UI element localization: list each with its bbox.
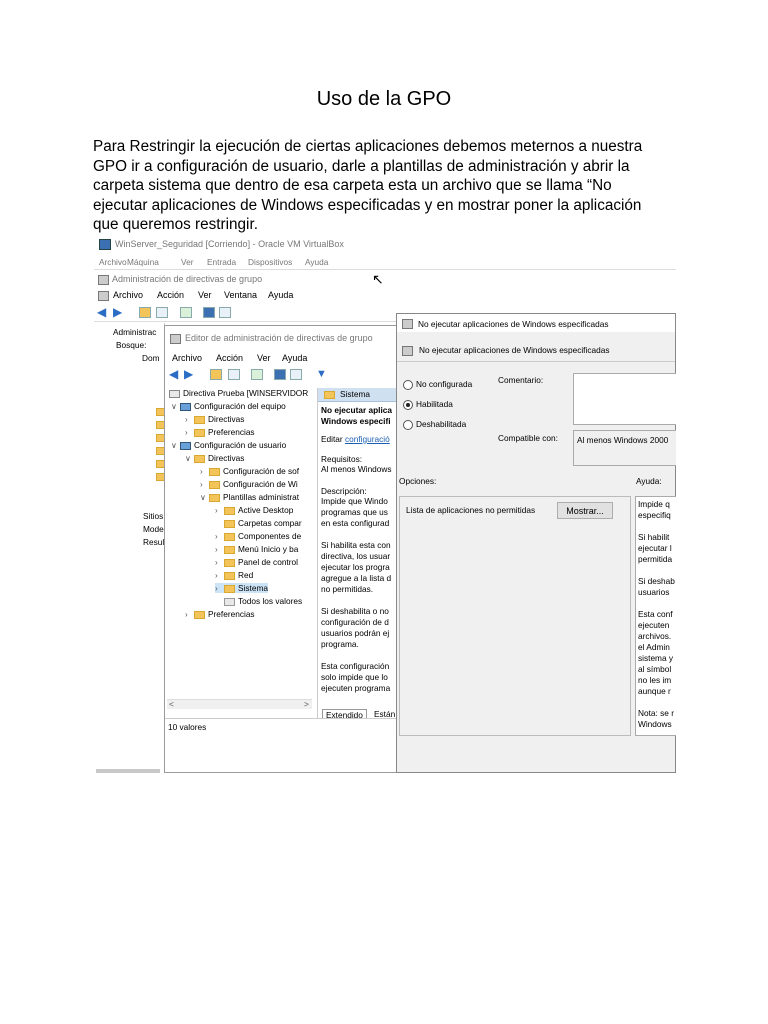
status-text: 10 valores bbox=[168, 722, 207, 732]
dialog-heading: No ejecutar aplicaciones de Windows especificadas bbox=[419, 345, 610, 355]
computer-icon bbox=[180, 403, 191, 411]
vbox-menu-archivo[interactable]: Archivo bbox=[99, 257, 127, 267]
policy-icon bbox=[169, 390, 180, 398]
folder-icon bbox=[194, 455, 205, 463]
tree-item-red[interactable]: › Red bbox=[215, 570, 254, 580]
lista-label: Lista de aplicaciones no permitidas bbox=[406, 505, 536, 515]
desc-title-line: Windows especifi bbox=[321, 416, 391, 426]
folder-icon bbox=[224, 559, 235, 567]
chevron-right-icon: › bbox=[215, 532, 218, 541]
gpmc-titlebar bbox=[94, 269, 676, 288]
back-arrow-icon[interactable]: ◀ bbox=[97, 305, 107, 319]
comentario-label: Comentario: bbox=[498, 375, 544, 385]
compatible-field bbox=[573, 430, 676, 466]
virtualbox-title: WinServer_Seguridad [Corriendo] - Oracle VM VirtualBox bbox=[115, 239, 344, 249]
tree-item-config-software[interactable]: › Configuración de sof bbox=[200, 466, 300, 476]
chevron-right-icon: › bbox=[215, 545, 218, 554]
virtualbox-titlebar bbox=[94, 235, 676, 253]
dialog-separator bbox=[397, 361, 675, 362]
embedded-screenshot bbox=[94, 235, 676, 773]
folder-icon bbox=[224, 572, 235, 580]
gpmc-title: Administración de directivas de grupo bbox=[112, 274, 263, 284]
view-icon[interactable] bbox=[156, 307, 168, 318]
dialog-title: No ejecutar aplicaciones de Windows especificadas bbox=[418, 319, 609, 329]
help-icon[interactable] bbox=[274, 369, 286, 380]
editor-icon bbox=[170, 334, 181, 344]
folder-icon bbox=[224, 546, 235, 554]
desc-edit: Editar configuració bbox=[321, 434, 390, 444]
gpmc-menu-icon bbox=[98, 291, 109, 301]
dialog-titlebar bbox=[397, 314, 675, 332]
gpmc-tree-resultados[interactable]: Resul bbox=[143, 537, 165, 547]
desc-body: Impide que Windo programas que us en esta configurad Si habilita esta con directiva, los usuar ejecutar los progra agregue a la lista d no permitidas. Si deshabilita o no configuración de d usuarios podrán ej programa. Esta configuración solo impide que lo ejecuten programa bbox=[321, 496, 392, 693]
refresh-icon[interactable] bbox=[180, 307, 192, 318]
compatible-value: Al menos Windows 2000 bbox=[577, 435, 669, 445]
comentario-textarea[interactable] bbox=[573, 373, 676, 425]
folder-icon bbox=[224, 520, 235, 528]
vbox-menu-maquina[interactable]: Máquina bbox=[127, 257, 159, 267]
help-text: Impide q especifiq Si habilit ejecutar l permitida Si deshab usuarios Esta conf ejecuten archivos. el Admin sistema y al símbol no les im aunque r Nota: se r Windows bbox=[638, 499, 675, 729]
chevron-down-icon: ∨ bbox=[185, 454, 191, 463]
tree-item-preferencias[interactable]: › Preferencias bbox=[185, 609, 255, 619]
virtualbox-menubar bbox=[94, 254, 676, 268]
document-title: Uso de la GPO bbox=[316, 88, 452, 110]
chevron-down-icon: ∨ bbox=[171, 441, 177, 450]
opciones-label: Opciones: bbox=[399, 476, 437, 486]
chevron-right-icon: › bbox=[185, 428, 188, 437]
tree-item-directivas[interactable]: ∨ Directivas bbox=[185, 453, 245, 463]
policy-icon bbox=[402, 319, 413, 329]
chevron-right-icon: › bbox=[215, 506, 218, 515]
desc-header-label: Sistema bbox=[340, 389, 370, 399]
tree-item-plantillas[interactable]: ∨ Plantillas administrat bbox=[200, 492, 300, 502]
compatible-label: Compatible con: bbox=[498, 433, 558, 443]
folder-icon bbox=[209, 468, 220, 476]
ayuda-label: Ayuda: bbox=[636, 476, 662, 486]
desc-requisitos-label: Requisitos: bbox=[321, 454, 363, 464]
editor-description-pane bbox=[317, 388, 398, 718]
editor-title: Editor de administración de directivas de grupo bbox=[185, 333, 373, 343]
opciones-panel bbox=[399, 496, 631, 736]
chevron-right-icon: › bbox=[215, 571, 218, 580]
tab-estandar[interactable]: Están bbox=[374, 709, 396, 718]
properties-icon[interactable] bbox=[219, 307, 231, 318]
editor-menu-accion[interactable]: Acción bbox=[216, 353, 244, 363]
view-icon[interactable] bbox=[228, 369, 240, 380]
paragraph-line: Para Restringir la ejecución de ciertas aplicaciones debemos meternos a nuestra bbox=[93, 138, 643, 155]
chevron-right-icon: › bbox=[185, 415, 188, 424]
gpmc-menu-ventana[interactable]: Ventana bbox=[224, 290, 258, 300]
vbox-menu-dispositivos[interactable]: Dispositivos bbox=[248, 257, 293, 267]
chevron-right-icon: › bbox=[185, 610, 188, 619]
config-link[interactable]: configuració bbox=[345, 434, 390, 444]
folder-icon bbox=[224, 533, 235, 541]
paragraph-line: que queremos restringir. bbox=[93, 216, 258, 234]
gpmc-menubar bbox=[94, 287, 676, 303]
tree-item-directivas[interactable]: › Directivas bbox=[185, 414, 245, 424]
gpmc-tree-bosque[interactable]: Bosque: bbox=[116, 340, 147, 350]
tree-item-panel-control[interactable]: › Panel de control bbox=[215, 557, 298, 567]
properties-icon[interactable] bbox=[290, 369, 302, 380]
gpmc-tree-sitios[interactable]: Sitios bbox=[143, 511, 164, 521]
tree-item-preferencias[interactable]: › Preferencias bbox=[185, 427, 255, 437]
folder-icon bbox=[324, 391, 335, 399]
paragraph-line: carpeta sistema que dentro de esa carpeta esta un archivo que se llama “No bbox=[93, 177, 612, 195]
tree-item-usuario[interactable]: ∨ Configuración de usuario bbox=[171, 440, 287, 450]
tree-item-sistema[interactable]: › Sistema bbox=[215, 583, 268, 593]
tree-item-equipo[interactable]: ∨ Configuración del equipo bbox=[171, 401, 286, 411]
chevron-down-icon: ∨ bbox=[200, 493, 206, 502]
vbox-menu-entrada[interactable]: Entrada bbox=[207, 257, 237, 267]
folder-icon bbox=[209, 481, 220, 489]
forward-arrow-icon[interactable]: ▶ bbox=[113, 305, 123, 319]
radio-no-configurada[interactable]: No configurada bbox=[403, 379, 472, 390]
folder-icon bbox=[194, 429, 205, 437]
editor-tree bbox=[167, 388, 314, 708]
gpmc-menu-archivo[interactable]: Archivo bbox=[113, 290, 144, 300]
paragraph-line: GPO ir a configuración de usuario, darle a plantillas de administración y abrir la bbox=[93, 157, 630, 175]
back-arrow-icon[interactable]: ◀ bbox=[169, 367, 179, 381]
tree-scrollbar[interactable] bbox=[167, 699, 312, 709]
ayuda-panel bbox=[635, 496, 676, 736]
folder-up-icon[interactable] bbox=[210, 369, 222, 380]
folder-icon bbox=[224, 507, 235, 515]
desc-header bbox=[318, 388, 398, 402]
chevron-down-icon: ∨ bbox=[171, 402, 177, 411]
gpmc-tree-pane bbox=[94, 323, 165, 773]
folder-icon bbox=[224, 585, 235, 593]
user-icon bbox=[180, 442, 191, 450]
policy-icon bbox=[402, 346, 413, 356]
chevron-right-icon: › bbox=[200, 467, 203, 476]
paragraph-line: ejecutar aplicaciones de Windows especificadas y en mostrar poner la aplicación bbox=[93, 196, 642, 214]
gpmc-icon bbox=[98, 275, 109, 285]
gpmc-menu-accion[interactable]: Acción bbox=[157, 290, 185, 300]
vbox-menu-ayuda[interactable]: Ayuda bbox=[305, 257, 329, 267]
policy-dialog bbox=[396, 313, 676, 773]
forward-arrow-icon[interactable]: ▶ bbox=[184, 367, 194, 381]
folder-icon bbox=[224, 598, 235, 606]
document-paragraph bbox=[93, 137, 673, 235]
gpmc-tree-dominio[interactable]: Dom bbox=[142, 353, 160, 363]
tree-item-todos-valores[interactable]: Todos los valores bbox=[224, 596, 302, 606]
tab-extendido[interactable]: Extendido bbox=[322, 709, 367, 718]
filter-icon[interactable]: ▼ bbox=[316, 368, 327, 380]
editor-menu-archivo[interactable]: Archivo bbox=[172, 353, 203, 363]
scroll-right-icon[interactable]: > bbox=[304, 699, 309, 709]
editor-menu-ayuda[interactable]: Ayuda bbox=[282, 353, 308, 363]
tree-item-gpo[interactable]: Directiva Prueba [WINSERVIDOR bbox=[169, 388, 308, 398]
virtualbox-icon bbox=[99, 239, 111, 250]
vbox-menu-ver[interactable]: Ver bbox=[181, 257, 194, 267]
gpmc-menu-ver[interactable]: Ver bbox=[198, 290, 212, 300]
folder-icon bbox=[194, 416, 205, 424]
desc-title-line: No ejecutar aplica bbox=[321, 405, 393, 415]
horizontal-scrollbar[interactable] bbox=[96, 769, 160, 773]
mouse-cursor-icon: ↖ bbox=[372, 271, 384, 287]
chevron-right-icon: › bbox=[215, 584, 218, 593]
tree-item-menu-inicio[interactable]: › Menú Inicio y ba bbox=[215, 544, 299, 554]
tree-item-carpetas[interactable]: Carpetas compar bbox=[215, 518, 302, 528]
help-icon[interactable] bbox=[203, 307, 215, 318]
folder-up-icon[interactable] bbox=[139, 307, 151, 318]
radio-deshabilitada[interactable]: Deshabilitada bbox=[403, 419, 466, 430]
chevron-right-icon: › bbox=[200, 480, 203, 489]
gpmc-tree-root[interactable]: Administrac bbox=[113, 327, 157, 337]
folder-icon bbox=[209, 494, 220, 502]
gpmc-menu-ayuda[interactable]: Ayuda bbox=[268, 290, 294, 300]
gpmc-tree-modelado[interactable]: Mode bbox=[143, 524, 164, 534]
desc-requisitos-value: Al menos Windows bbox=[321, 464, 392, 474]
chevron-right-icon: › bbox=[215, 558, 218, 567]
radio-habilitada[interactable]: Habilitada bbox=[403, 399, 453, 410]
tree-item-componentes[interactable]: › Componentes de bbox=[215, 531, 302, 541]
editor-menu-ver[interactable]: Ver bbox=[257, 353, 271, 363]
mostrar-button[interactable]: Mostrar... bbox=[557, 502, 613, 519]
tree-item-active-desktop[interactable]: › Active Desktop bbox=[215, 505, 294, 515]
export-icon[interactable] bbox=[251, 369, 263, 380]
folder-icon bbox=[194, 611, 205, 619]
scroll-left-icon[interactable]: < bbox=[169, 699, 174, 709]
desc-descripcion-label: Descripción: bbox=[321, 486, 367, 496]
tree-item-config-windows[interactable]: › Configuración de Wi bbox=[200, 479, 298, 489]
